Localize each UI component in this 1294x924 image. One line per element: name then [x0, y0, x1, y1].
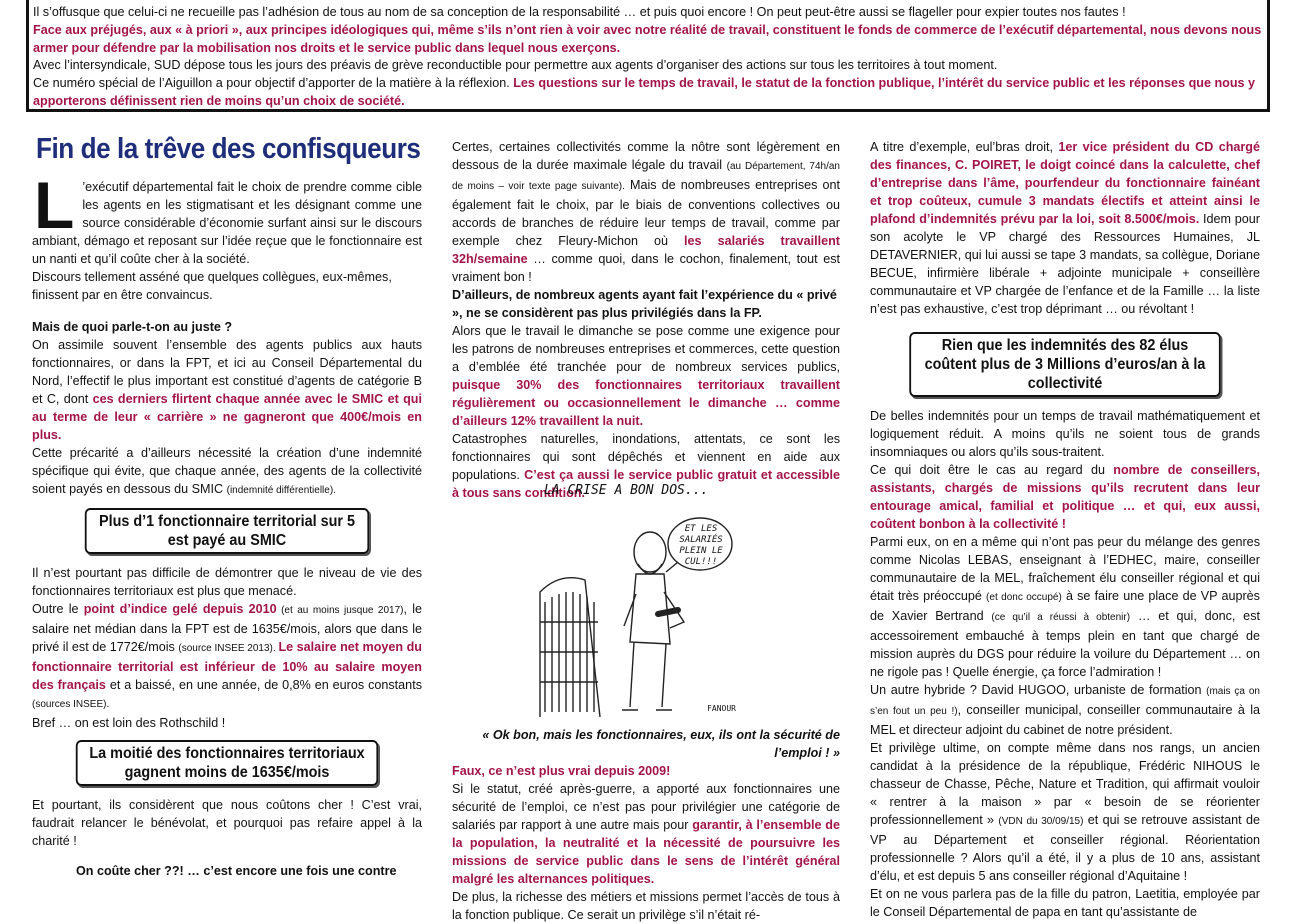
paragraph: Cette précarité a d’ailleurs nécessité la création d’une indemnité spécifique qui évite, que chaque année, des agents de la collectivité soient payés en dessous du SMIC (indemnité différentielle).	[32, 446, 422, 496]
cartoon-caption: « Ok bon, mais les fonctionnaires, eux, ils ont la sécurité de l’emploi ! »	[482, 728, 840, 760]
paragraph: De belles indemnités pour un temps de travail mathématiquement et logiquement réduit. A moins qu’ils ne soient tous de grands insomniaques ou alors qu’ils sous-traitent.	[870, 409, 1260, 459]
paragraph: Et on ne vous parlera pas de la fille du patron, Laetitia, employée par le Conseil Départemental de papa en tant qu’assistante de	[870, 887, 1260, 919]
paragraph: Discours tellement asséné que quelques collègues, eux-mêmes, finissent par en être convaincus.	[32, 270, 392, 302]
paragraph: Catastrophes naturelles, inondations, attentats, ce sont les fonctionnaires qui sont dépêchés et viennent en aide aux populations. C’est ça aussi le service public gratuit et accessible à tous sans condition.	[452, 432, 840, 500]
paragraph: Certes, certaines collectivités comme la nôtre sont légèrement en dessous de la durée maximale légale du travail (au Département, 74h/an de moins – voir texte page suivante). Mais de nombreuses entreprises ont également fait le choix, par le biais de conventions collectives ou accords de branches de réduire leur temps de travail, comme par exemple chez Fleury-Michon où les salariés travaillent 32h/semaine … comme quoi, dans le cochon, finalement, tout est vraiment bon !	[452, 140, 840, 284]
speech-bubble-text: ET LES SALARIÉS PLEIN LE CUL!!!	[679, 524, 723, 567]
paragraph: Un autre hybride ? David HUGOO, urbaniste de formation (mais ça on s’en fout un peu !), conseiller municipal, conseiller communautaire à la MEL et directeur adjoint du cabinet de notre président.	[870, 683, 1260, 737]
intro-line-1: Il s’offusque que celui-ci ne recueille pas l’adhésion de tous au nom de sa conception de la responsabilité … et puis quoi encore ! On peut peut-être aussi se flageller pour expier toutes nos fautes !	[33, 5, 1126, 19]
artist-signature: FANOUR	[707, 704, 736, 713]
cartoon-title: LA CRISE A BON DOS...	[544, 483, 709, 498]
column-2	[452, 138, 840, 924]
paragraph: Ce qui doit être le cas au regard du nombre de conseillers, assistants, chargés de missions qu’ils recrutent dans leur entourage amical, familial et politique … et qui, eux aussi, coûtent bonbon à la collectivité !	[870, 463, 1260, 531]
column-1	[32, 128, 422, 880]
paragraph: Et pourtant, ils considèrent que nous coûtons cher ! C’est vrai, faudrait relancer le bénévolat, et pourquoi pas refaire appel à la charité !	[32, 798, 422, 848]
paragraph: Et privilège ultime, on compte même dans nos rangs, un ancien candidat à la présidence de la république, Frédéric NIHOUS le chasseur de Chasse, Pêche, Nature et Tradition, qui affirmait vouloir « rentrer à la maison » par « besoin de se réorienter professionnellement » (VDN du 30/09/15) et qui se retrouve assistant de VP au Département et conseiller régional. Réorientation professionnelle ? Alors qu’il a été, il y a plus de 10 ans, assistant d’élu, et est depuis 5 ans conseiller régional d’Aquitaine !	[870, 741, 1260, 883]
article-title: Fin de la trêve des confisqueurs	[36, 133, 421, 165]
drop-cap: L	[34, 168, 75, 242]
paragraph: Parmi eux, on en a même qui n’ont pas peur du mélange des genres comme Nicolas LEBAS, enseignant à l’EDHEC, maire, conseiller communautaire de la MEL, fraîchement élu conseiller régional et qui était très préoccupé (et donc occupé) à se faire une place de VP auprès de Xavier Bertrand (ce qu’il a réussi à obtenir) … et qui, donc, est accessoirement embauché à temps plein en tant que chargé de mission auprès du DGS pour réduire la voilure du Département … on ne rigole pas ! Quelle énergie, ça force l’admiration !	[870, 535, 1260, 679]
paragraph: A titre d’exemple, eul’bras droit, 1er vice président du CD chargé des finances, C. POIRET, le doigt coincé dans la calculette, chef d’entreprise dans l’âme, pourfendeur du fonctionnaire fainéant et trop coûteux, cumule 3 mandats électifs et atteint ainsi le plafond d’indemnités prévu par la loi, soit 8.500€/mois. Idem pour son acolyte le VP chargé des Ressources Humaines, JL DETAVERNIER, qui lui aussi se tape 3 mandats, sa collègue, Doriane BECUE, infirmière libérale + adjointe municipale + conseillère communautaire et VP chargée de l’enfance et de la Famille … la liste n’est pas exhaustive, c’est trop déprimant … ou révoltant !	[870, 140, 1260, 316]
paragraph: Il n’est pourtant pas difficile de démontrer que le niveau de vie des fonctionnaires territoriaux est plus que menacé.	[32, 566, 422, 598]
highlight-box: La moitié des fonctionnaires territoriaux gagnent moins de 1635€/mois	[76, 740, 378, 786]
paragraph: Bref … on est loin des Rothschild !	[32, 716, 226, 730]
paragraph: Outre le point d’indice gelé depuis 2010 (et au moins jusque 2017), le salaire net médian dans la FPT est de 1635€/mois, alors que dans le privé il est de 1772€/mois (source INSEE 2013). Le salaire net moyen du fonctionnaire territorial est inférieur de 10% au salaire moyen des français et a baissé, en une année, de 0,8% en euros constants (sources INSEE).	[32, 602, 422, 710]
paragraph: Si le statut, créé après-guerre, a apporté aux fonctionnaires une sécurité de l’emploi, ce n’est pas pour privilégier une catégorie de salariés par rapport à une autre mais pour garantir, à l’ensemble de la population, la neutralité et la nécessité de poursuivre les missions de service public dans le sens de l’intérêt général malgré les alternances politiques.	[452, 782, 840, 886]
column-3	[870, 138, 1260, 921]
intro-line-3: Avec l’intersyndicale, SUD dépose tous les jours des préavis de grève reconductible pour permettre aux agents d’organiser des actions sur tous les territoires à tout moment.	[33, 58, 998, 73]
paragraph: D’ailleurs, de nombreux agents ayant fait l’expérience du « privé », ne se considèrent pas plus privilégiés dans la FP.	[452, 288, 837, 320]
highlight-box: Rien que les indemnités des 82 élus coûtent plus de 3 Millions d’euros/an à la collectivité	[909, 332, 1220, 397]
paragraph: De plus, la richesse des métiers et missions permet l’accès de tous à la fonction publique. Ce serait un privilège s’il n’était ré-	[452, 890, 840, 922]
paragraph: L ’exécutif départemental fait le choix de prendre comme cible les agents en les stigmatisant et les désignant comme une source considérable d’économie surfant ainsi sur le discours ambiant, démago et reposant sur l’idée reçue que le fonctionnaire est un nanti et qu’il coûte cher à la société.	[32, 168, 422, 266]
subheading: Faux, ce n’est plus vrai depuis 2009!	[452, 764, 671, 778]
paragraph: Alors que le travail le dimanche se pose comme une exigence pour les patrons de nombreuses entreprises et commerces, cette question a d’emblée été tranchée pour de nombreux services publics, puisque 30% des fonctionnaires territoriaux travaillent régulièrement ou occasionnellement le dimanche … comme d’ailleurs 12% travaillent la nuit.	[452, 324, 840, 428]
subheading: Mais de quoi parle-t-on au juste ?	[32, 320, 233, 334]
paragraph: On assimile souvent l’ensemble des agents publics aux hauts fonctionnaires, or dans la FPT, et ici au Conseil Départemental du Nord, l’effectif le plus important est constitué d’agents de catégorie B et C, dont ces derniers flirtent chaque année avec le SMIC et qui au terme de leur « carrière » ne gagneront que 400€/mois en plus.	[32, 338, 422, 442]
cartoon-illustration	[530, 483, 740, 722]
paragraph: On coûte cher ??! … c’est encore une fois une contre	[76, 864, 397, 878]
intro-box	[26, 0, 1270, 112]
intro-line-4: Ce numéro spécial de l’Aiguillon a pour objectif d’apporter de la matière à la réflexion. Les questions sur le temps de travail, le statut de la fonction publique, l’intérêt du service public et les réponses que nous y apporterons définissent rien de moins qu’un choix de société.	[33, 76, 1256, 108]
highlight-box: Plus d’1 fonctionnaire territorial sur 5 est payé au SMIC	[85, 508, 369, 554]
intro-line-2: Face aux préjugés, aux « à priori », aux principes idéologiques qui, même s’ils n’ont rien à voir avec notre réalité de travail, constituent le fonds de commerce de l’exécutif départemental, nous devons nous armer pour défendre par la mobilisation nos droits et le service public dans lequel nous exerçons.	[33, 22, 1262, 55]
